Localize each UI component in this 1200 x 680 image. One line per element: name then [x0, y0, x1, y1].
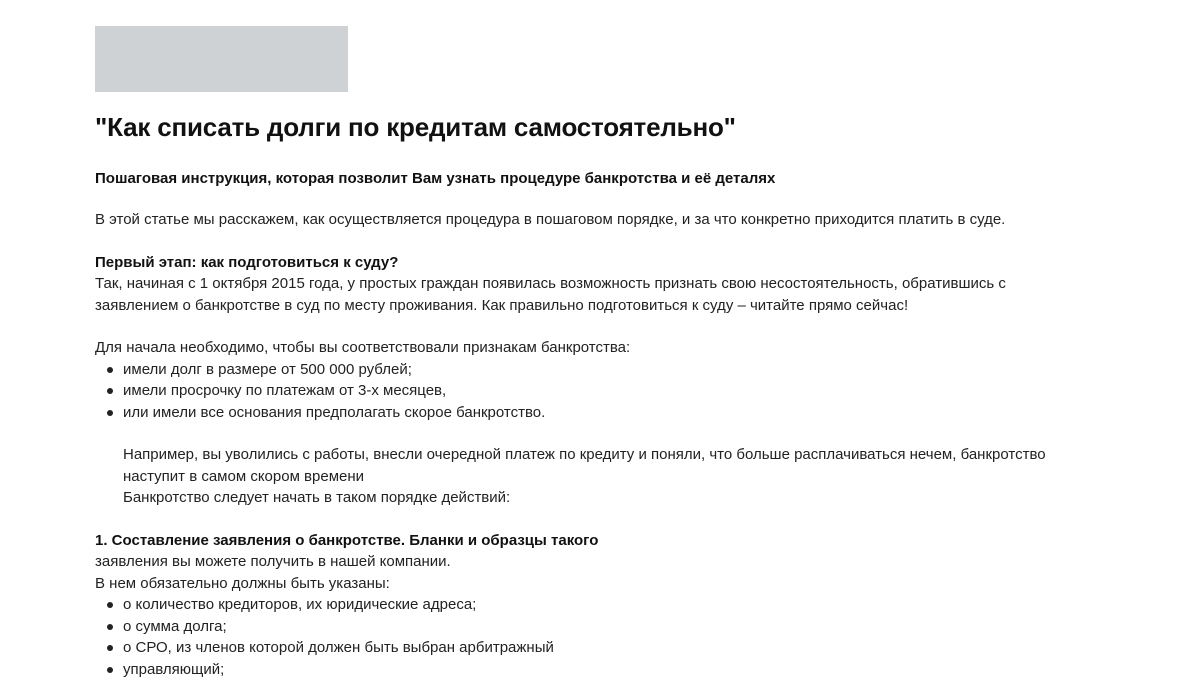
step-one-text-line: заявления вы можете получить в нашей компании. — [95, 551, 1115, 573]
list-item: о сумма долга; — [123, 616, 1115, 638]
criteria-list — [95, 359, 1115, 424]
list-item: или имели все основания предполагать скорое банкротство. — [123, 402, 1115, 424]
step-one-text-line: В нем обязательно должны быть указаны: — [95, 573, 1115, 595]
example-line: Банкротство следует начать в таком порядке действий: — [123, 487, 1115, 509]
article — [95, 108, 1115, 680]
intro-paragraph: В этой статье мы расскажем, как осуществляется процедура в пошаговом порядке, и за что конкретно приходится платить в суде. — [95, 209, 1115, 231]
list-item: о количество кредиторов, их юридические адреса; — [123, 594, 1115, 616]
example-line: наступит в самом скором времени — [123, 466, 1115, 488]
logo-placeholder — [95, 26, 348, 92]
step-one-list — [95, 594, 1115, 680]
article-title: "Как списать долги по кредитам самостоятельно" — [95, 108, 1115, 146]
list-item: имели просрочку по платежам от 3-х месяцев, — [123, 380, 1115, 402]
list-item: о СРО, из членов которой должен быть выбран арбитражный — [123, 637, 1115, 659]
example-block — [95, 444, 1115, 509]
list-item: управляющий; — [123, 659, 1115, 680]
stage-one-text-line: заявлением о банкротстве в суд по месту проживания. Как правильно подготовиться к суду – читайте прямо сейчас! — [95, 295, 1115, 317]
step-one-title: 1. Составление заявления о банкротстве. Бланки и образцы такого — [95, 530, 1115, 552]
stage-one-heading: Первый этап: как подготовиться к суду? — [95, 252, 1115, 274]
stage-one-text-line: Так, начиная с 1 октября 2015 года, у простых граждан появилась возможность признать свою несостоятельность, обратившись с — [95, 273, 1115, 295]
criteria-lead: Для начала необходимо, чтобы вы соответствовали признакам банкротства: — [95, 337, 1115, 359]
list-item: имели долг в размере от 500 000 рублей; — [123, 359, 1115, 381]
example-line: Например, вы уволились с работы, внесли очередной платеж по кредиту и поняли, что больше расплачиваться нечем, банкротство — [123, 444, 1115, 466]
article-subtitle: Пошаговая инструкция, которая позволит Вам узнать процедуре банкротства и её деталях — [95, 168, 1115, 190]
